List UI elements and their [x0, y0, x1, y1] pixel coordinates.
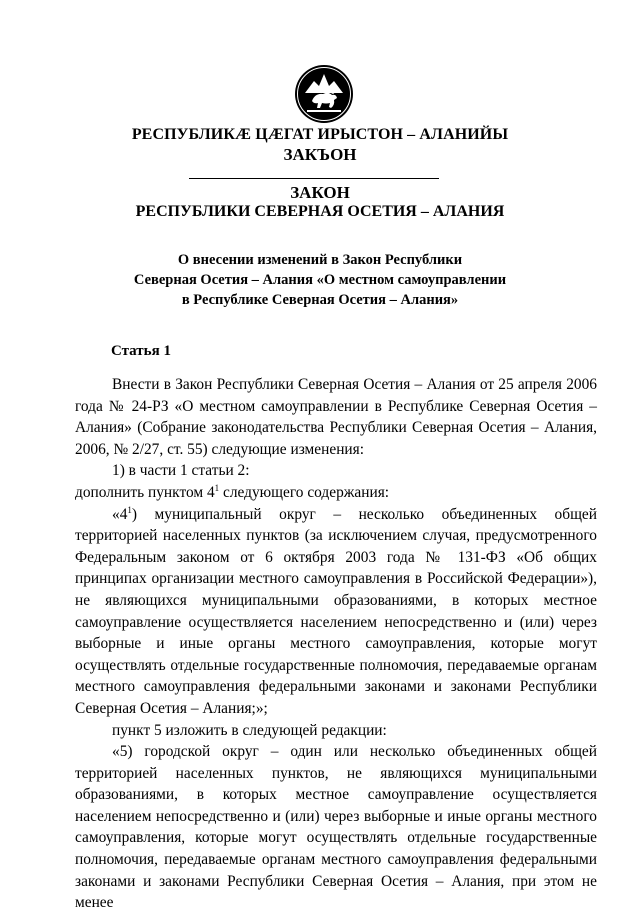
article-heading: Статья 1 [111, 343, 171, 359]
paragraph-item-5-intro: пункт 5 изложить в следующей редакции: [112, 721, 387, 739]
header-law: ЗАКОН [290, 183, 350, 202]
divider [189, 178, 439, 179]
law-title-line-1: О внесении изменений в Закон Республики [177, 252, 463, 268]
paragraph-intro: Внести в Закон Республики Северная Осетия – Алания от 25 апреля 2006 года № 24-РЗ «О местном самоуправлении в Республике Северная Осетия – Алания» (Собрание законодательства Республики Северная Осетия – Алания, 2006, № 2/27, ст. 55) следующие изменения: [75, 376, 597, 458]
header-republic-ossetian: РЕСПУБЛИКÆ ЦÆГАТ ИРЫСТОН – АЛАНИЙЫ [131, 126, 509, 143]
paragraph-add-item: дополнить пунктом $4^1$ следующего содержания: [75, 482, 390, 501]
paragraph-item-1: 1) в части 1 статьи 2: [112, 462, 250, 480]
header-law-ossetian: ЗАКЪОН [283, 145, 357, 164]
coat-of-arms-icon [293, 63, 355, 125]
law-title-line-2: Северная Осетия – Алания «О местном самоуправлении [133, 272, 507, 288]
header-republic: РЕСПУБЛИКИ СЕВЕРНАЯ ОСЕТИЯ – АЛАНИЯ [135, 203, 505, 220]
paragraph-urban-district: «5) городской округ – один или несколько объединенных общей территорией населенных пунктов, не являющихся муниципальными образованиями, в которых местное самоуправление осуществляется населением непосредственно и (или) через выборные и иные органы местного самоуправления, которые могут осуществлять отдельные государственные полномочия, передаваемые органам местного самоуправления федеральными законами и законами Республики Северная Осетия – Алания, при этом не менее [75, 743, 597, 912]
article-body [75, 374, 597, 914]
law-title-line-3: в Республике Северная Осетия – Алания» [181, 292, 459, 308]
law-title [0, 250, 640, 310]
paragraph-municipal-district: «$4^1$) муниципальный округ – несколько объединенных общей территорией населенных пунктов (за исключением случая, предусмотренного Федеральным законом от 6 октября 2003 года № 131-ФЗ «Об общих принципах организации местного самоуправления в Российской Федерации»), не являющихся муниципальными образованиями, в которых местное самоуправление осуществляется населением непосредственно и (или) через выборные и иные органы местного самоуправления, которые могут осуществлять отдельные государственные полномочия, передаваемые органам местного самоуправления федеральными законами и законами Республики Северная Осетия – Алания;»; [75, 504, 597, 717]
